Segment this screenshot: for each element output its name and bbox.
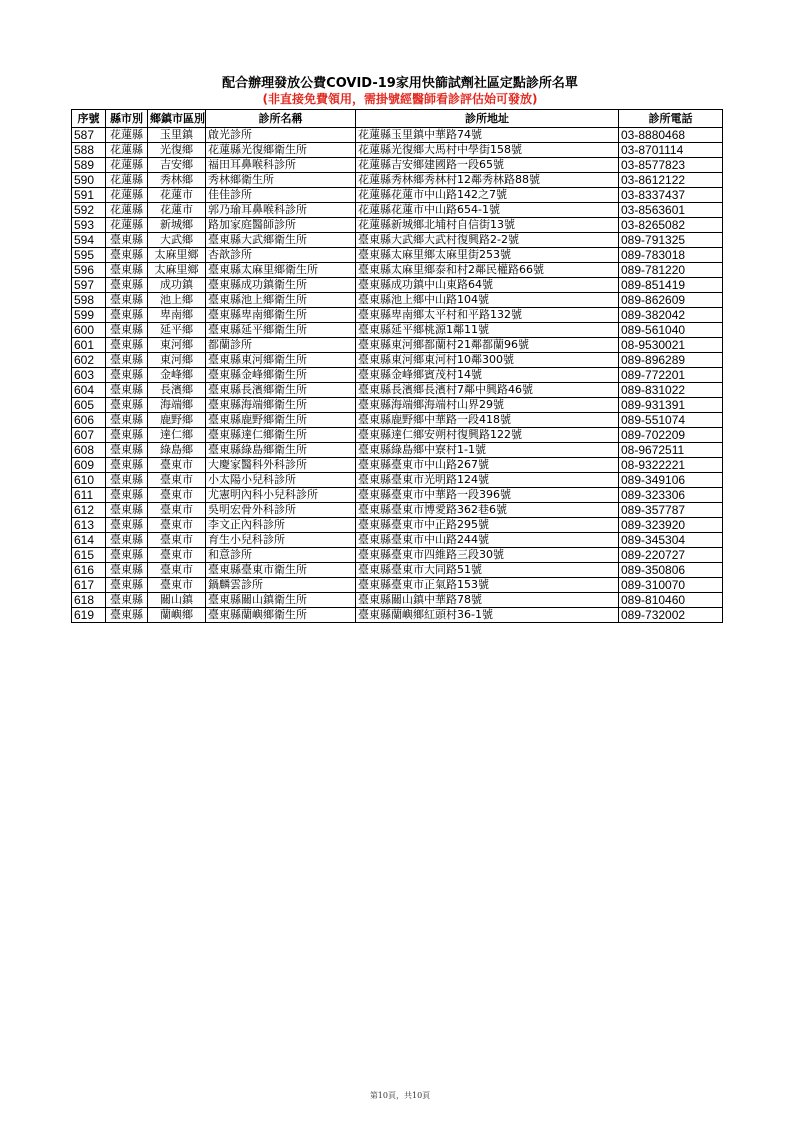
cell-clinic-phone: 089-772201 (619, 368, 723, 383)
cell-clinic-phone: 03-8577823 (619, 158, 723, 173)
cell-clinic-address: 花蓮縣新城鄉北埔村自信街13號 (356, 218, 619, 233)
cell-seq: 607 (72, 428, 106, 443)
cell-clinic-address: 臺東縣長濱鄉長濱村7鄰中興路46號 (356, 383, 619, 398)
cell-clinic-name: 臺東縣大武鄉衛生所 (206, 233, 356, 248)
cell-seq: 619 (72, 608, 106, 623)
cell-clinic-name: 李文正內科診所 (206, 518, 356, 533)
cell-seq: 594 (72, 233, 106, 248)
cell-clinic-name: 臺東縣延平鄉衛生所 (206, 323, 356, 338)
cell-clinic-phone: 08-9672511 (619, 443, 723, 458)
cell-clinic-name: 臺東縣蘭嶼鄉衛生所 (206, 608, 356, 623)
table-row (72, 203, 723, 218)
cell-clinic-phone: 089-382042 (619, 308, 723, 323)
header-clinic-address: 診所地址 (356, 110, 619, 128)
table-row (72, 173, 723, 188)
cell-township: 東河鄉 (148, 353, 206, 368)
cell-clinic-name: 大慶家醫科外科診所 (206, 458, 356, 473)
header-clinic-phone: 診所電話 (619, 110, 723, 128)
table-row (72, 293, 723, 308)
table-row (72, 533, 723, 548)
cell-county: 臺東縣 (106, 443, 148, 458)
cell-clinic-phone: 03-8337437 (619, 188, 723, 203)
cell-seq: 612 (72, 503, 106, 518)
cell-clinic-name: 郭乃瑜耳鼻喉科診所 (206, 203, 356, 218)
cell-seq: 598 (72, 293, 106, 308)
cell-county: 臺東縣 (106, 278, 148, 293)
cell-clinic-address: 臺東縣鹿野鄉中華路一段418號 (356, 413, 619, 428)
cell-county: 臺東縣 (106, 293, 148, 308)
cell-clinic-name: 臺東縣卑南鄉衛生所 (206, 308, 356, 323)
cell-clinic-phone: 03-8612122 (619, 173, 723, 188)
cell-clinic-phone: 03-8880468 (619, 128, 723, 143)
cell-clinic-phone: 089-350806 (619, 563, 723, 578)
cell-county: 臺東縣 (106, 353, 148, 368)
cell-clinic-phone: 089-561040 (619, 323, 723, 338)
cell-clinic-name: 吳明宏骨外科診所 (206, 503, 356, 518)
cell-clinic-phone: 089-810460 (619, 593, 723, 608)
cell-seq: 592 (72, 203, 106, 218)
cell-clinic-name: 尤憲明內科小兒科診所 (206, 488, 356, 503)
table-row (72, 188, 723, 203)
cell-clinic-phone: 089-931391 (619, 398, 723, 413)
cell-clinic-phone: 089-310070 (619, 578, 723, 593)
cell-clinic-name: 秀林鄉衛生所 (206, 173, 356, 188)
cell-township: 海端鄉 (148, 398, 206, 413)
cell-clinic-phone: 089-732002 (619, 608, 723, 623)
cell-clinic-phone: 089-791325 (619, 233, 723, 248)
cell-township: 臺東市 (148, 548, 206, 563)
cell-clinic-address: 臺東縣臺東市中山路244號 (356, 533, 619, 548)
cell-township: 太麻里鄉 (148, 263, 206, 278)
cell-county: 臺東縣 (106, 473, 148, 488)
cell-clinic-address: 花蓮縣花蓮市中山路142之7號 (356, 188, 619, 203)
cell-township: 花蓮市 (148, 203, 206, 218)
cell-clinic-phone: 089-323306 (619, 488, 723, 503)
cell-seq: 590 (72, 173, 106, 188)
cell-clinic-address: 臺東縣臺東市大同路51號 (356, 563, 619, 578)
cell-clinic-phone: 089-345304 (619, 533, 723, 548)
table-row (72, 353, 723, 368)
table-row (72, 443, 723, 458)
cell-clinic-address: 臺東縣綠島鄉中寮村1-1號 (356, 443, 619, 458)
table-body (72, 128, 723, 623)
cell-clinic-address: 臺東縣臺東市正氣路153號 (356, 578, 619, 593)
cell-township: 成功鎮 (148, 278, 206, 293)
table-row (72, 518, 723, 533)
table-row (72, 473, 723, 488)
cell-county: 臺東縣 (106, 398, 148, 413)
cell-township: 花蓮市 (148, 188, 206, 203)
cell-clinic-phone: 03-8563601 (619, 203, 723, 218)
cell-clinic-address: 臺東縣太麻里鄉泰和村2鄰民權路66號 (356, 263, 619, 278)
cell-county: 臺東縣 (106, 263, 148, 278)
table-row (72, 158, 723, 173)
cell-county: 花蓮縣 (106, 203, 148, 218)
cell-clinic-address: 臺東縣臺東市四維路三段30號 (356, 548, 619, 563)
cell-county: 臺東縣 (106, 563, 148, 578)
cell-township: 太麻里鄉 (148, 248, 206, 263)
table-row (72, 368, 723, 383)
clinic-table (71, 109, 723, 623)
cell-seq: 616 (72, 563, 106, 578)
cell-township: 延平鄉 (148, 323, 206, 338)
cell-seq: 595 (72, 248, 106, 263)
cell-seq: 606 (72, 413, 106, 428)
cell-seq: 611 (72, 488, 106, 503)
cell-township: 臺東市 (148, 458, 206, 473)
cell-county: 臺東縣 (106, 338, 148, 353)
table-row (72, 143, 723, 158)
cell-township: 卑南鄉 (148, 308, 206, 323)
cell-seq: 593 (72, 218, 106, 233)
cell-seq: 609 (72, 458, 106, 473)
cell-seq: 617 (72, 578, 106, 593)
table-row (72, 248, 723, 263)
cell-county: 臺東縣 (106, 368, 148, 383)
cell-township: 吉安鄉 (148, 158, 206, 173)
cell-seq: 610 (72, 473, 106, 488)
cell-clinic-phone: 089-220727 (619, 548, 723, 563)
cell-clinic-address: 臺東縣關山鎮中華路78號 (356, 593, 619, 608)
cell-township: 關山鎮 (148, 593, 206, 608)
cell-seq: 599 (72, 308, 106, 323)
cell-township: 臺東市 (148, 518, 206, 533)
cell-county: 臺東縣 (106, 488, 148, 503)
cell-county: 臺東縣 (106, 248, 148, 263)
cell-seq: 614 (72, 533, 106, 548)
cell-seq: 596 (72, 263, 106, 278)
cell-township: 臺東市 (148, 563, 206, 578)
cell-clinic-phone: 089-781220 (619, 263, 723, 278)
cell-township: 新城鄉 (148, 218, 206, 233)
cell-clinic-name: 杏歆診所 (206, 248, 356, 263)
cell-clinic-address: 臺東縣蘭嶼鄉紅頭村36-1號 (356, 608, 619, 623)
cell-clinic-phone: 089-323920 (619, 518, 723, 533)
cell-clinic-phone: 089-851419 (619, 278, 723, 293)
header-seq: 序號 (72, 110, 106, 128)
table-row (72, 308, 723, 323)
cell-clinic-address: 花蓮縣光復鄉大馬村中學街158號 (356, 143, 619, 158)
cell-clinic-phone: 08-9530021 (619, 338, 723, 353)
table-header-row (72, 110, 723, 128)
cell-seq: 600 (72, 323, 106, 338)
table-row (72, 608, 723, 623)
cell-clinic-address: 臺東縣卑南鄉太平村和平路132號 (356, 308, 619, 323)
cell-county: 臺東縣 (106, 503, 148, 518)
cell-seq: 601 (72, 338, 106, 353)
cell-seq: 602 (72, 353, 106, 368)
cell-clinic-phone: 089-862609 (619, 293, 723, 308)
table-row (72, 413, 723, 428)
cell-clinic-name: 臺東縣鹿野鄉衛生所 (206, 413, 356, 428)
cell-clinic-name: 臺東縣海端鄉衛生所 (206, 398, 356, 413)
cell-clinic-address: 臺東縣臺東市中山路267號 (356, 458, 619, 473)
cell-clinic-address: 花蓮縣玉里鎮中華路74號 (356, 128, 619, 143)
table-row (72, 458, 723, 473)
cell-township: 光復鄉 (148, 143, 206, 158)
header-county: 縣市別 (106, 110, 148, 128)
cell-clinic-name: 路加家庭醫師診所 (206, 218, 356, 233)
cell-clinic-address: 臺東縣東河鄉東河村10鄰300號 (356, 353, 619, 368)
cell-township: 達仁鄉 (148, 428, 206, 443)
cell-clinic-phone: 03-8265082 (619, 218, 723, 233)
cell-township: 蘭嶼鄉 (148, 608, 206, 623)
document-title: 配合辦理發放公費COVID-19家用快篩試劑社區定點診所名單 (222, 76, 578, 91)
cell-seq: 603 (72, 368, 106, 383)
cell-clinic-name: 小太陽小兒科診所 (206, 473, 356, 488)
cell-seq: 591 (72, 188, 106, 203)
table-row (72, 218, 723, 233)
header-township: 鄉鎮市區別 (148, 110, 206, 128)
cell-clinic-name: 臺東縣達仁鄉衛生所 (206, 428, 356, 443)
cell-clinic-name: 佳佳診所 (206, 188, 356, 203)
cell-clinic-name: 臺東縣東河鄉衛生所 (206, 353, 356, 368)
cell-county: 臺東縣 (106, 533, 148, 548)
table-row (72, 398, 723, 413)
cell-county: 花蓮縣 (106, 218, 148, 233)
cell-clinic-phone: 089-357787 (619, 503, 723, 518)
cell-county: 臺東縣 (106, 383, 148, 398)
cell-clinic-address: 臺東縣東河鄉都蘭村21鄰都蘭96號 (356, 338, 619, 353)
cell-seq: 615 (72, 548, 106, 563)
page-footer: 第10頁，共10頁 (369, 1091, 431, 1100)
cell-township: 綠島鄉 (148, 443, 206, 458)
cell-clinic-address: 臺東縣臺東市光明路124號 (356, 473, 619, 488)
cell-clinic-address: 花蓮縣花蓮市中山路654-1號 (356, 203, 619, 218)
table-row (72, 383, 723, 398)
cell-county: 臺東縣 (106, 323, 148, 338)
cell-clinic-address: 臺東縣金峰鄉賓茂村14號 (356, 368, 619, 383)
cell-township: 臺東市 (148, 533, 206, 548)
cell-clinic-name: 臺東縣金峰鄉衛生所 (206, 368, 356, 383)
table-row (72, 128, 723, 143)
cell-clinic-name: 臺東縣臺東市衛生所 (206, 563, 356, 578)
cell-clinic-address: 臺東縣池上鄉中山路104號 (356, 293, 619, 308)
cell-clinic-name: 啟光診所 (206, 128, 356, 143)
cell-township: 金峰鄉 (148, 368, 206, 383)
table-row (72, 593, 723, 608)
table-row (72, 338, 723, 353)
cell-clinic-phone: 08-9322221 (619, 458, 723, 473)
cell-township: 臺東市 (148, 503, 206, 518)
table-row (72, 323, 723, 338)
cell-clinic-phone: 089-896289 (619, 353, 723, 368)
cell-township: 秀林鄉 (148, 173, 206, 188)
cell-clinic-name: 花蓮縣光復鄉衛生所 (206, 143, 356, 158)
table-row (72, 578, 723, 593)
cell-clinic-address: 臺東縣臺東市中華路一段396號 (356, 488, 619, 503)
cell-county: 花蓮縣 (106, 158, 148, 173)
cell-clinic-address: 臺東縣成功鎮中山東路64號 (356, 278, 619, 293)
cell-clinic-address: 臺東縣臺東市博愛路362巷6號 (356, 503, 619, 518)
cell-clinic-address: 臺東縣達仁鄉安朔村復興路122號 (356, 428, 619, 443)
cell-county: 臺東縣 (106, 458, 148, 473)
cell-county: 臺東縣 (106, 233, 148, 248)
table-row (72, 563, 723, 578)
table-row (72, 278, 723, 293)
cell-clinic-address: 臺東縣海端鄉海端村山界29號 (356, 398, 619, 413)
cell-seq: 604 (72, 383, 106, 398)
cell-seq: 597 (72, 278, 106, 293)
table-row (72, 548, 723, 563)
cell-county: 臺東縣 (106, 518, 148, 533)
cell-township: 大武鄉 (148, 233, 206, 248)
document-subtitle: (非直接免費領用，需掛號經醫師看診評估始可發放) (262, 92, 538, 106)
cell-county: 臺東縣 (106, 548, 148, 563)
cell-county: 花蓮縣 (106, 128, 148, 143)
cell-county: 臺東縣 (106, 578, 148, 593)
cell-township: 臺東市 (148, 488, 206, 503)
cell-clinic-phone: 089-831022 (619, 383, 723, 398)
cell-county: 花蓮縣 (106, 188, 148, 203)
cell-clinic-phone: 089-349106 (619, 473, 723, 488)
table-row (72, 503, 723, 518)
cell-township: 臺東市 (148, 473, 206, 488)
cell-clinic-name: 和意診所 (206, 548, 356, 563)
cell-clinic-address: 臺東縣延平鄉桃源1鄰11號 (356, 323, 619, 338)
cell-county: 臺東縣 (106, 308, 148, 323)
cell-clinic-address: 臺東縣大武鄉大武村復興路2-2號 (356, 233, 619, 248)
cell-seq: 613 (72, 518, 106, 533)
cell-clinic-address: 臺東縣太麻里鄉太麻里街253號 (356, 248, 619, 263)
cell-clinic-name: 都蘭診所 (206, 338, 356, 353)
cell-clinic-phone: 089-783018 (619, 248, 723, 263)
cell-county: 臺東縣 (106, 428, 148, 443)
cell-seq: 618 (72, 593, 106, 608)
cell-township: 東河鄉 (148, 338, 206, 353)
cell-clinic-name: 臺東縣太麻里鄉衛生所 (206, 263, 356, 278)
cell-township: 鹿野鄉 (148, 413, 206, 428)
cell-clinic-phone: 03-8701114 (619, 143, 723, 158)
table-row (72, 233, 723, 248)
cell-county: 臺東縣 (106, 608, 148, 623)
cell-clinic-name: 臺東縣關山鎮衛生所 (206, 593, 356, 608)
table-row (72, 263, 723, 278)
cell-clinic-name: 臺東縣成功鎮衛生所 (206, 278, 356, 293)
table-row (72, 428, 723, 443)
cell-seq: 587 (72, 128, 106, 143)
cell-county: 臺東縣 (106, 413, 148, 428)
cell-clinic-phone: 089-551074 (619, 413, 723, 428)
cell-clinic-address: 臺東縣臺東市中正路295號 (356, 518, 619, 533)
cell-county: 花蓮縣 (106, 143, 148, 158)
cell-clinic-phone: 089-702209 (619, 428, 723, 443)
cell-township: 臺東市 (148, 578, 206, 593)
cell-clinic-address: 花蓮縣秀林鄉秀林村12鄰秀林路88號 (356, 173, 619, 188)
table-row (72, 488, 723, 503)
cell-township: 玉里鎮 (148, 128, 206, 143)
cell-township: 長濱鄉 (148, 383, 206, 398)
cell-clinic-name: 臺東縣池上鄉衛生所 (206, 293, 356, 308)
cell-clinic-name: 福田耳鼻喉科診所 (206, 158, 356, 173)
cell-county: 臺東縣 (106, 593, 148, 608)
cell-seq: 588 (72, 143, 106, 158)
cell-county: 花蓮縣 (106, 173, 148, 188)
cell-seq: 608 (72, 443, 106, 458)
cell-seq: 605 (72, 398, 106, 413)
cell-township: 池上鄉 (148, 293, 206, 308)
header-clinic-name: 診所名稱 (206, 110, 356, 128)
cell-clinic-name: 育生小兒科診所 (206, 533, 356, 548)
cell-clinic-address: 花蓮縣吉安鄉建國路一段65號 (356, 158, 619, 173)
cell-clinic-name: 臺東縣綠島鄉衛生所 (206, 443, 356, 458)
cell-seq: 589 (72, 158, 106, 173)
cell-clinic-name: 臺東縣長濱鄉衛生所 (206, 383, 356, 398)
cell-clinic-name: 鍋麟雲診所 (206, 578, 356, 593)
